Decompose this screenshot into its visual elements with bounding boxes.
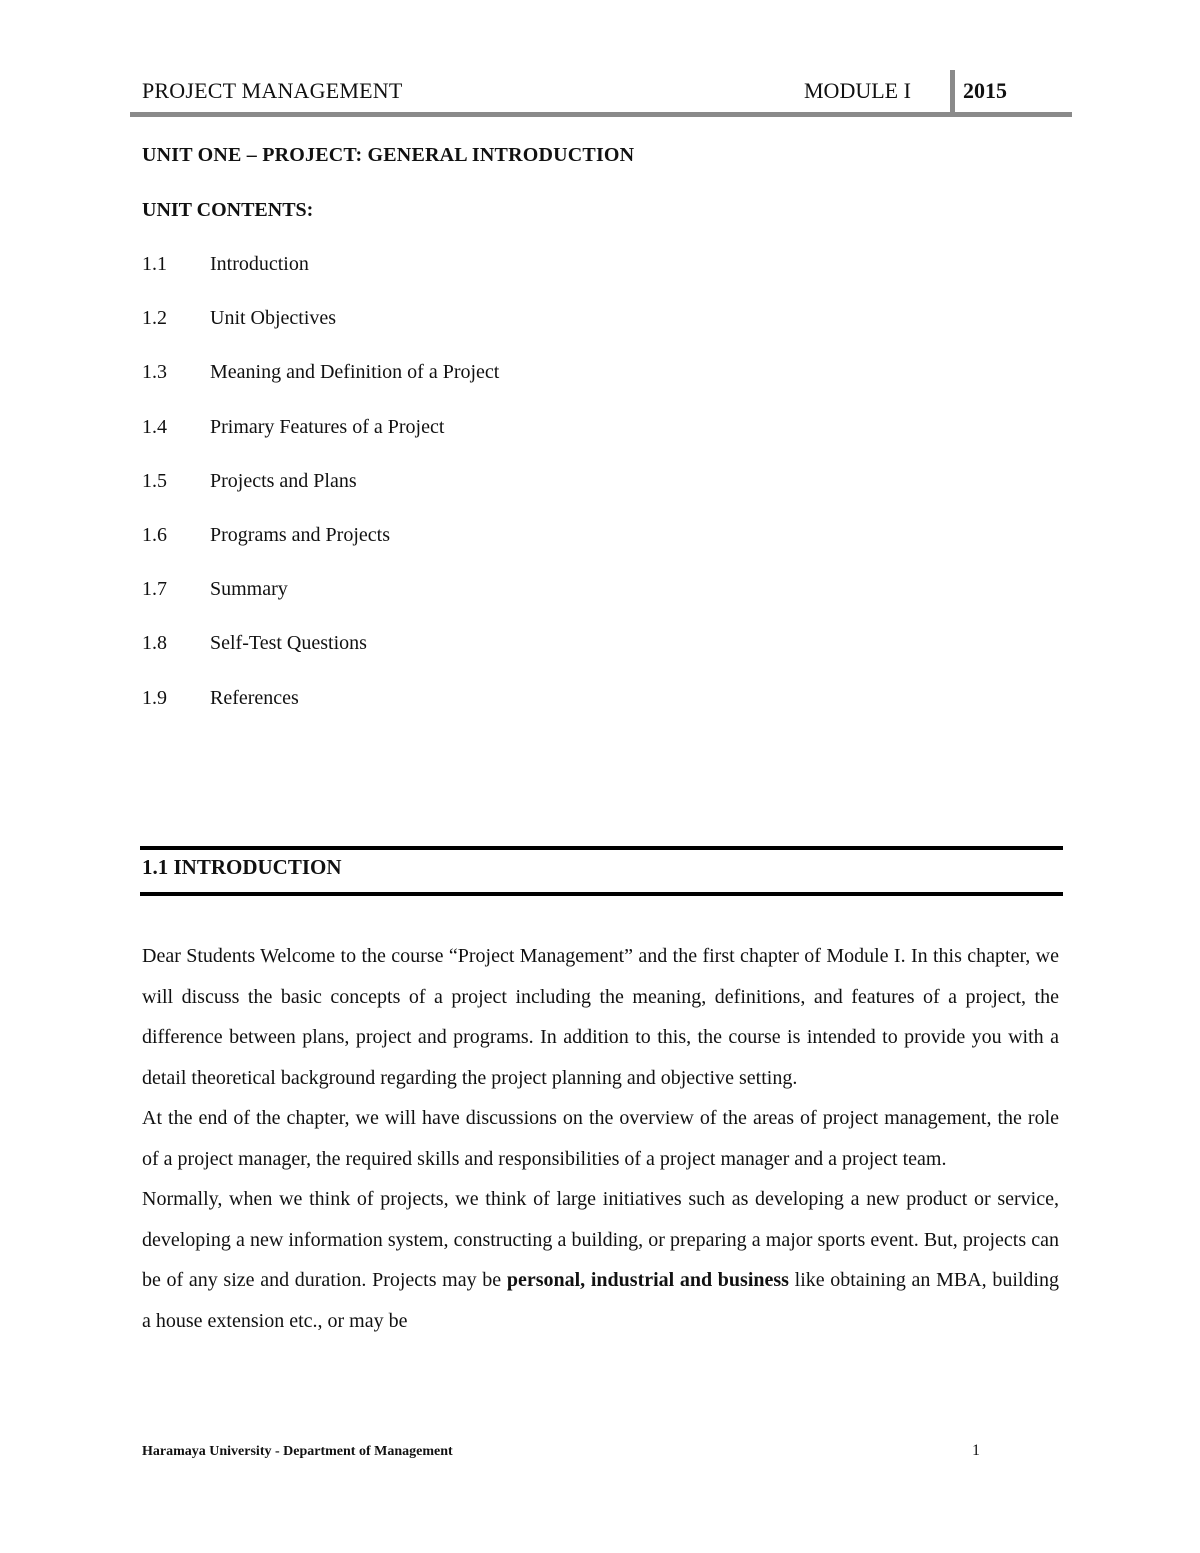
toc-item [142,632,499,686]
toc-label: Projects and Plans [210,469,357,492]
toc-number: 1.5 [142,469,167,492]
toc-item [142,416,499,470]
paragraph-text: like obtaining an MBA, building a house extension etc., or may be [142,1269,1059,1332]
toc-number: 1.8 [142,632,167,655]
footer-page-number: 1 [972,1442,980,1459]
toc-item [142,687,499,741]
toc-number: 1.6 [142,523,167,546]
header-divider [950,70,955,114]
toc-number: 1.3 [142,361,167,384]
toc-number: 1.2 [142,307,167,330]
paragraph: Dear Students Welcome to the course “Project Management” and the first chapter of Module I. In this chapter, we will discuss the basic concepts of a project including the meaning, definitions, and features of a project, the difference between plans, project and programs. In addition to this, the course is intended to provide you with a detail theoretical background regarding the project planning and objective setting. [142,945,1059,1089]
body-text [142,936,1059,1341]
toc-item [142,524,499,578]
header-module: MODULE I [804,78,911,103]
toc-item [142,578,499,632]
unit-contents-heading: UNIT CONTENTS: [142,199,314,221]
header-year: 2015 [963,78,1007,103]
toc-item [142,253,499,307]
toc-label: References [210,686,299,709]
paragraph [142,1179,1059,1341]
toc-item [142,361,499,415]
toc-number: 1.4 [142,415,167,438]
toc-number: 1.9 [142,686,167,709]
section-rule-top [140,846,1063,850]
toc-number: 1.1 [142,253,167,275]
footer-institution: Haramaya University - Department of Management [142,1444,453,1459]
unit-title: UNIT ONE – PROJECT: GENERAL INTRODUCTION [142,144,635,166]
toc-label: Summary [210,578,288,601]
unit-contents-list [142,253,499,741]
toc-label: Unit Objectives [210,307,337,330]
paragraph-text: Normally, when we think of projects, we think of large initiatives such as developing a new product or service, developing a new information system, constructing a building, or preparing a major sports event. But, projects can be of any size and duration. Projects may be [142,1188,1059,1291]
header-rule [130,112,1072,117]
page-header [130,70,1072,118]
toc-item [142,470,499,524]
header-title: PROJECT MANAGEMENT [142,78,403,103]
toc-label: Programs and Projects [210,523,390,546]
toc-label: Introduction [210,253,309,275]
toc-label: Self-Test Questions [210,632,367,655]
section-title: 1.1 INTRODUCTION [142,855,342,879]
paragraph: At the end of the chapter, we will have discussions on the overview of the areas of project management, the role of a project manager, the required skills and responsibilities of a project manager and a project team. [142,1107,1059,1170]
toc-label: Primary Features of a Project [210,415,445,438]
bold-text: personal, industrial and business [506,1269,789,1291]
toc-label: Meaning and Definition of a Project [210,361,500,384]
section-rule-bottom [140,892,1063,896]
toc-number: 1.7 [142,578,167,601]
toc-item [142,307,499,361]
section-heading-box [140,846,1063,898]
